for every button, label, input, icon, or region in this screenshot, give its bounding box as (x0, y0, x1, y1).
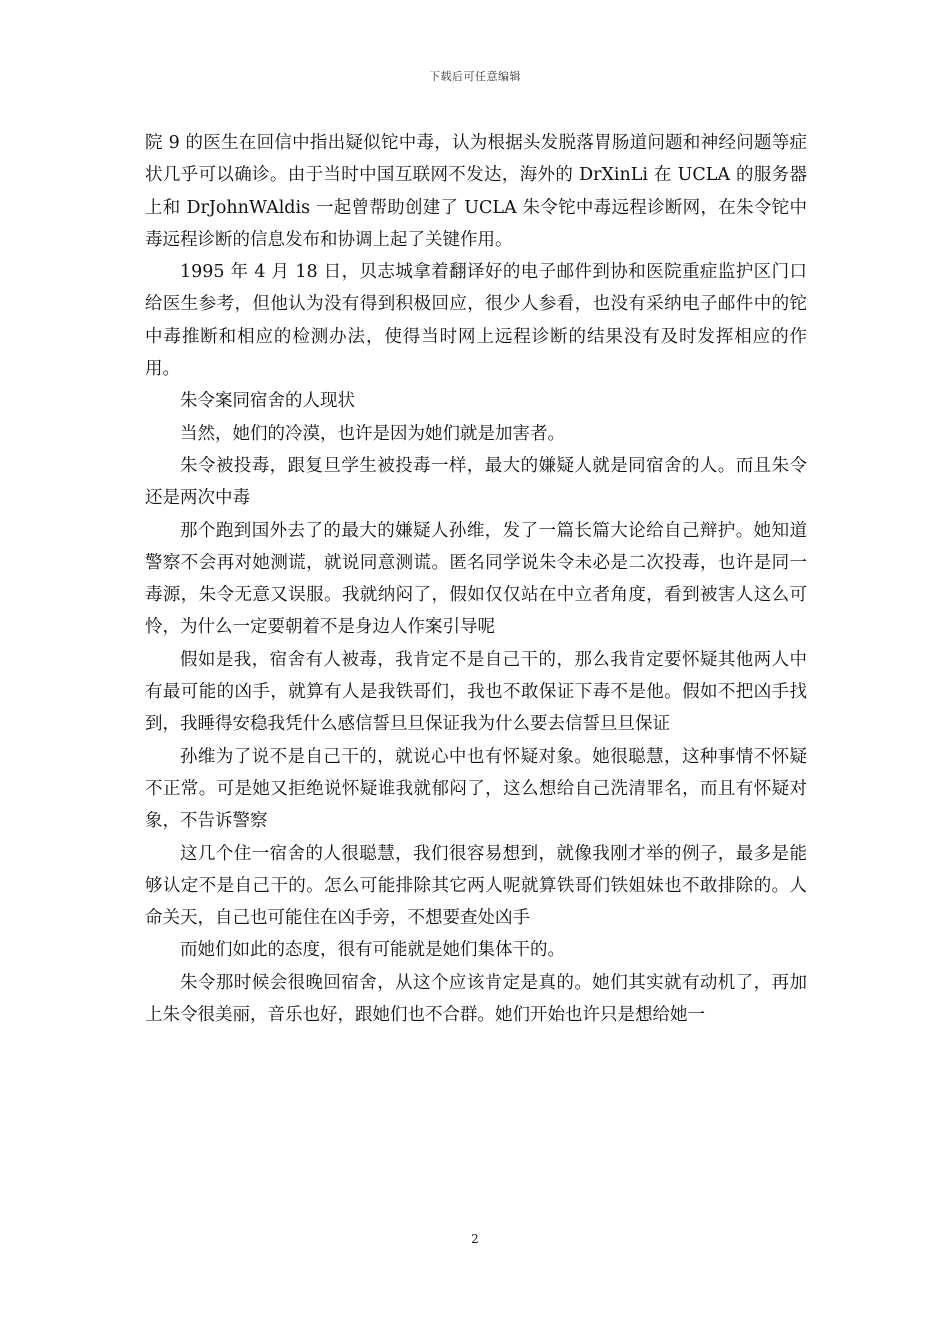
paragraph: 院 9 的医生在回信中指出疑似铊中毒，认为根据头发脱落胃肠道问题和神经问题等症状几乎可以确诊。由于当时中国互联网不发达，海外的 DrXinLi 在 UCLA 的服务器上和 DrJohnWAldis 一起曾帮助创建了 UCLA 朱令铊中毒远程诊断网，在朱令铊中毒远程诊断的信息发布和协调上起了关键作用。 (145, 133, 807, 250)
paragraph: 那个跑到国外去了的最大的嫌疑人孙维，发了一篇长篇大论给自己辩护。她知道警察不会再对她测谎，就说同意测谎。匿名同学说朱令未必是二次投毒，也许是同一毒源，朱令无意又误服。我就纳闷了，假如仅仅站在中立者角度，看到被害人这么可怜，为什么一定要朝着不是身边人作案引导呢 (145, 520, 807, 638)
paragraph: 当然，她们的冷漠，也许是因为她们就是加害者。 (180, 423, 565, 444)
paragraph: 1995 年 4 月 18 日，贝志城拿着翻译好的电子邮件到协和医院重症监护区门口给医生参考，但他认为没有得到积极回应，很少人参看，也没有采纳电子邮件中的铊中毒推断和相应的检测办法，使得当时网上远程诊断的结果没有及时发挥相应的作用。 (145, 262, 807, 380)
paragraph: 假如是我，宿舍有人被毒，我肯定不是自己干的，那么我肯定要怀疑其他两人中有最可能的凶手，就算有人是我铁哥们，我也不敢保证下毒不是他。假如不把凶手找到，我睡得安稳我凭什么感信誓旦旦保证我为什么要去信誓旦旦保证 (145, 649, 807, 735)
section-heading: 朱令案同宿舍的人现状 (180, 391, 355, 412)
page-number: 2 (471, 1232, 479, 1246)
paragraph: 这几个住一宿舍的人很聪慧，我们很容易想到，就像我刚才举的例子，最多是能够认定不是自己干的。怎么可能排除其它两人呢就算铁哥们铁姐妹也不敢排除的。人命关天，自己也可能住在凶手旁，不想要查处凶手 (145, 843, 807, 929)
paragraph: 孙维为了说不是自己干的，就说心中也有怀疑对象。她很聪慧，这种事情不怀疑不正常。可是她又拒绝说怀疑谁我就郁闷了，这么想给自己洗清罪名，而且有怀疑对象，不告诉警察 (145, 746, 807, 832)
document-body (145, 127, 807, 1031)
page-header: 下载后可任意编辑 (429, 70, 521, 83)
paragraph: 朱令那时候会很晚回宿舍，从这个应该肯定是真的。她们其实就有动机了，再加上朱令很美丽，音乐也好，跟她们也不合群。她们开始也许只是想给她一 (145, 972, 807, 1026)
paragraph: 朱令被投毒，跟复旦学生被投毒一样，最大的嫌疑人就是同宿舍的人。而且朱令还是两次中毒 (145, 455, 807, 509)
paragraph: 而她们如此的态度，很有可能就是她们集体干的。 (180, 940, 565, 961)
